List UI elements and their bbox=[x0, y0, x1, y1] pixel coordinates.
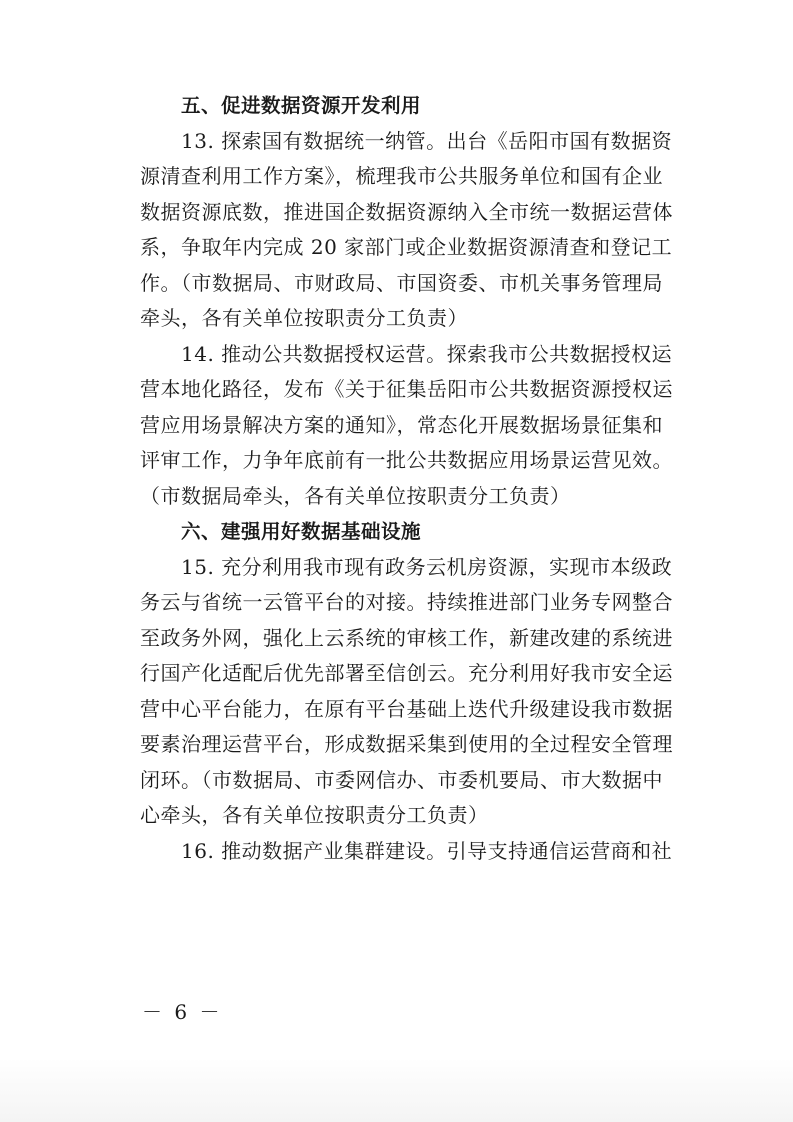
paragraph-line: 至政务外网，强化上云系统的审核工作，新建改建的系统进 bbox=[140, 625, 673, 650]
section-heading: 五、促进数据资源开发利用 bbox=[181, 94, 422, 117]
paragraph-line: 要素治理运营平台，形成数据采集到使用的全过程安全管理 bbox=[140, 732, 673, 756]
paragraph-line: 系，争取年内完成 20 家部门或企业数据资源清查和登记工 bbox=[140, 235, 673, 259]
paragraph-line: 源清查利用工作方案》，梳理我市公共服务单位和国有企业 bbox=[140, 164, 663, 188]
section-heading: 六、建强用好数据基础设施 bbox=[181, 520, 422, 543]
paragraph-line: 营中心平台能力，在原有平台基础上迭代升级建设我市数据 bbox=[140, 696, 673, 721]
paragraph-line: 行国产化适配后优先部署至信创云。充分利用好我市安全运 bbox=[140, 661, 673, 685]
document-body bbox=[140, 88, 673, 869]
paragraph-line: 数据资源底数，推进国企数据资源纳入全市统一数据运营体 bbox=[140, 199, 673, 224]
paragraph-line: （市数据局牵头，各有关单位按职责分工负责） bbox=[140, 483, 571, 508]
paragraph-line: 务云与省统一云管平台的对接。持续推进部门业务专网整合 bbox=[140, 590, 673, 614]
paragraph-line: 牵头，各有关单位按职责分工负责） bbox=[140, 306, 468, 330]
paragraph-line: 营应用场景解决方案的通知》，常态化开展数据场景征集和 bbox=[140, 412, 663, 437]
paragraph-line: 营本地化路径，发布《关于征集岳阳市公共数据资源授权运 bbox=[140, 377, 673, 401]
paragraph-line: 作。（市数据局、市财政局、市国资委、市机关事务管理局 bbox=[140, 270, 663, 295]
paragraph-line: 评审工作，力争年底前有一批公共数据应用场景运营见效。 bbox=[140, 448, 673, 472]
paragraph-first-line: 14. 推动公共数据授权运营。探索我市公共数据授权运 bbox=[181, 341, 673, 366]
paragraph-first-line: 15. 充分利用我市现有政务云机房资源，实现市本级政 bbox=[181, 554, 673, 579]
paragraph-first-line: 16. 推动数据产业集群建设。引导支持通信运营商和社 bbox=[181, 838, 673, 863]
page-number: － 6 － bbox=[142, 1000, 223, 1024]
scan-edge-shade bbox=[0, 1058, 793, 1122]
paragraph-first-line: 13. 探索国有数据统一纳管。出台《岳阳市国有数据资 bbox=[181, 128, 673, 153]
paragraph-line: 心牵头，各有关单位按职责分工负责） bbox=[140, 803, 489, 827]
paragraph-line: 闭环。（市数据局、市委网信办、市委机要局、市大数据中 bbox=[140, 767, 663, 792]
